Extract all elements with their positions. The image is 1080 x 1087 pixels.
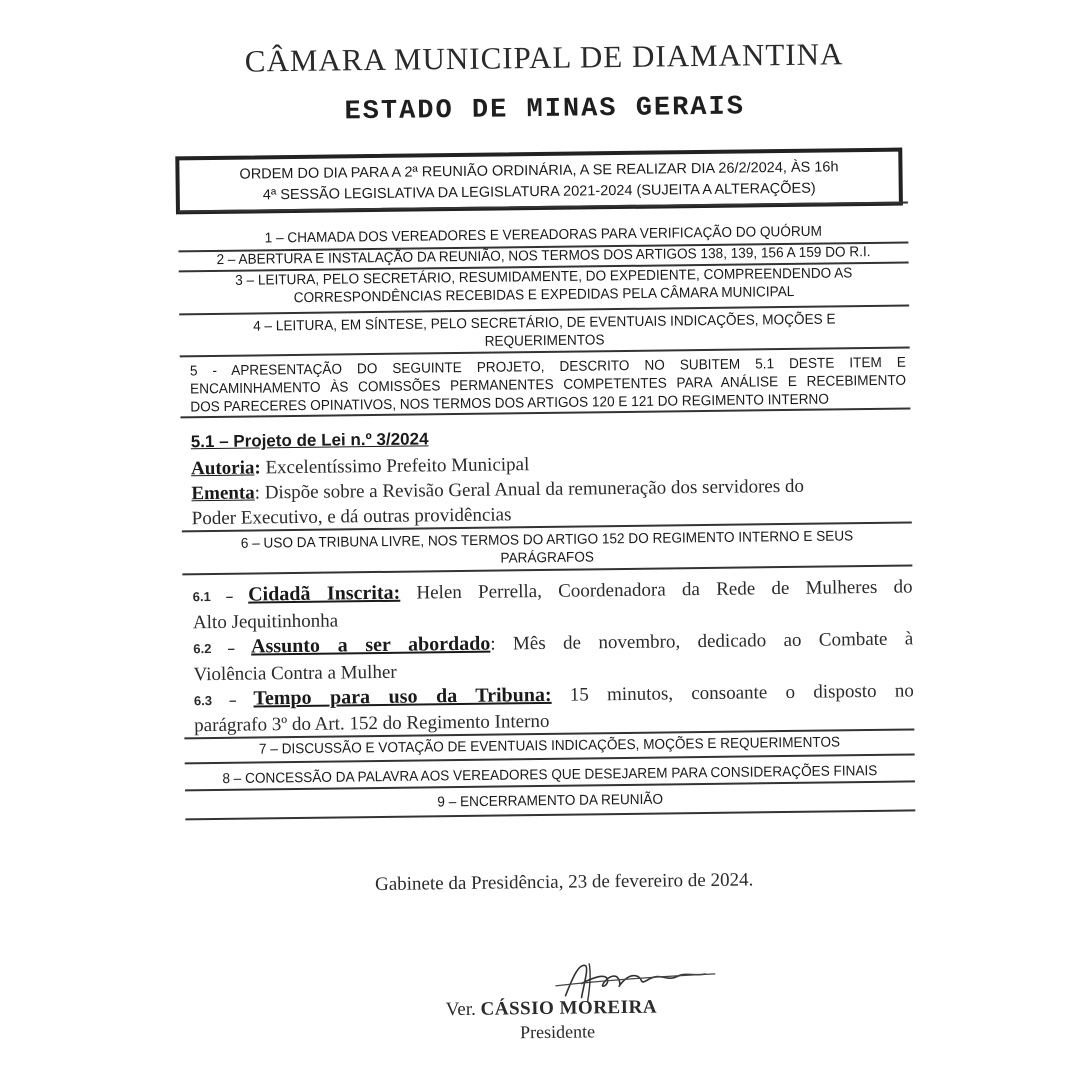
ementa-line-2: Poder Executivo, e dá outras providências [191,504,512,530]
agenda-header-line-2: 4ª SESSÃO LEGISLATIVA DA LEGISLATURA 2021-2024 (SUJEITA A ALTERAÇÕES) [262,180,816,204]
project-heading: 5.1 – Projeto de Lei n.º 3/2024 [190,429,429,452]
agenda-item-7: 7 – DISCUSSÃO E VOTAÇÃO DE EVENTUAIS INDICAÇÕES, MOÇÕES E REQUERIMENTOS [258,733,841,757]
agenda-header-line-1: ORDEM DO DIA PARA A 2ª REUNIÃO ORDINÁRIA, A SE REALIZAR DIA 26/2/2024, ÀS 16h [239,159,839,183]
project-ementa: Ementa: Dispõe sobre a Revisão Geral Anual da remuneração dos servidores do [191,475,805,505]
agenda-item-6-line-2: PARÁGRAFOS [500,548,595,566]
institution-title: CÂMARA MUNICIPAL DE DIAMANTINA [244,36,844,79]
agenda-item-3-line-2: CORRESPONDÊNCIAS RECEBIDAS E EXPEDIDAS PELA CÂMARA MUNICIPAL [293,283,795,306]
agenda-item-6-line-1: 6 – USO DA TRIBUNA LIVRE, NOS TERMOS DO ARTIGO 152 DO REGIMENTO INTERNO E SEUS [240,527,854,552]
author-value: Excelentíssimo Prefeito Municipal [260,454,530,479]
ementa-line-1: Dispõe sobre a Revisão Geral Anual da remuneração dos servidores do [259,475,805,504]
tribuna-6-2-text: : Mês de novembro, dedicado ao Combate à [490,628,914,655]
agenda-item-2: 2 – ABERTURA E INSTALAÇÃO DA REUNIÃO, NOS TERMOS DOS ARTIGOS 138, 139, 156 A 159 DO R.I. [216,243,871,268]
tribuna-6-1-label: Cidadã Inscrita: [248,581,401,606]
agenda-item-9: 9 – ENCERRAMENTO DA REUNIÃO [437,791,664,810]
tribuna-6-3-text: 15 minutos, consoante o disposto no [551,680,915,706]
signing-date: Gabinete da Presidência, 23 de fevereiro de 2024. [374,869,754,896]
tribuna-6-3-line-2: parágrafo 3º do Art. 152 do Regimento Interno [194,710,550,737]
tribuna-6-1-text: Helen Perrella, Coordenadora da Rede de Mulheres do [400,576,913,604]
agenda-item-4-line-2: REQUERIMENTOS [484,331,605,350]
signatory-name [446,997,658,1022]
agenda-item-5-line-2: ENCAMINHAMENTO ÀS COMISSÕES PERMANENTES COMPETENTES PARA ANÁLISE E RECEBIMENTO [190,372,907,397]
tribuna-6-1-number: 6.1 – [192,588,249,605]
signatory-title: Ver. [445,998,481,1021]
agenda-item-1: 1 – CHAMADA DOS VEREADORES E VEREADORAS PARA VERIFICAÇÃO DO QUÓRUM [264,223,822,246]
author-label: Autoria [190,457,255,480]
agenda-item-3-line-1: 3 – LEITURA, PELO SECRETÁRIO, RESUMIDAMENTE, DO EXPEDIENTE, COMPREENDENDO AS [235,264,853,289]
tribuna-6-3-label: Tempo para uso da Tribuna: [253,683,552,710]
signatory-role: Presidente [519,1021,596,1043]
tribuna-6-2-line-2: Violência Contra a Mulher [193,661,397,686]
tribuna-6-2-number: 6.2 – [193,640,252,657]
ementa-label: Ementa [191,482,255,505]
agenda-item-5-line-1: 5 - APRESENTAÇÃO DO SEGUINTE PROJETO, DESCRITO NO SUBITEM 5.1 DESTE ITEM E [189,354,906,379]
agenda-item-4-line-1: 4 – LEITURA, EM SÍNTESE, PELO SECRETÁRIO, DE EVENTUAIS INDICAÇÕES, MOÇÕES E [253,310,836,334]
tribuna-6-1-line-2: Alto Jequitinhonha [192,610,339,634]
project-author: Autoria: Excelentíssimo Prefeito Municipal [190,454,530,480]
agenda-item-8: 8 – CONCESSÃO DA PALAVRA AOS VEREADORES QUE DESEJAREM PARA CONSIDERAÇÕES FINAIS [222,762,878,787]
tribuna-6-2-label: Assunto a ser abordado [250,632,491,658]
state-title: ESTADO DE MINAS GERAIS [344,92,746,128]
signatory-full-name: CÁSSIO MOREIRA [480,996,658,1020]
agenda-item-5-line-3: DOS PARECERES OPINATIVOS, NOS TERMOS DOS ARTIGOS 120 E 121 DO REGIMENTO INTERNO [190,391,829,415]
tribuna-6-3-number: 6.3 – [193,692,254,709]
